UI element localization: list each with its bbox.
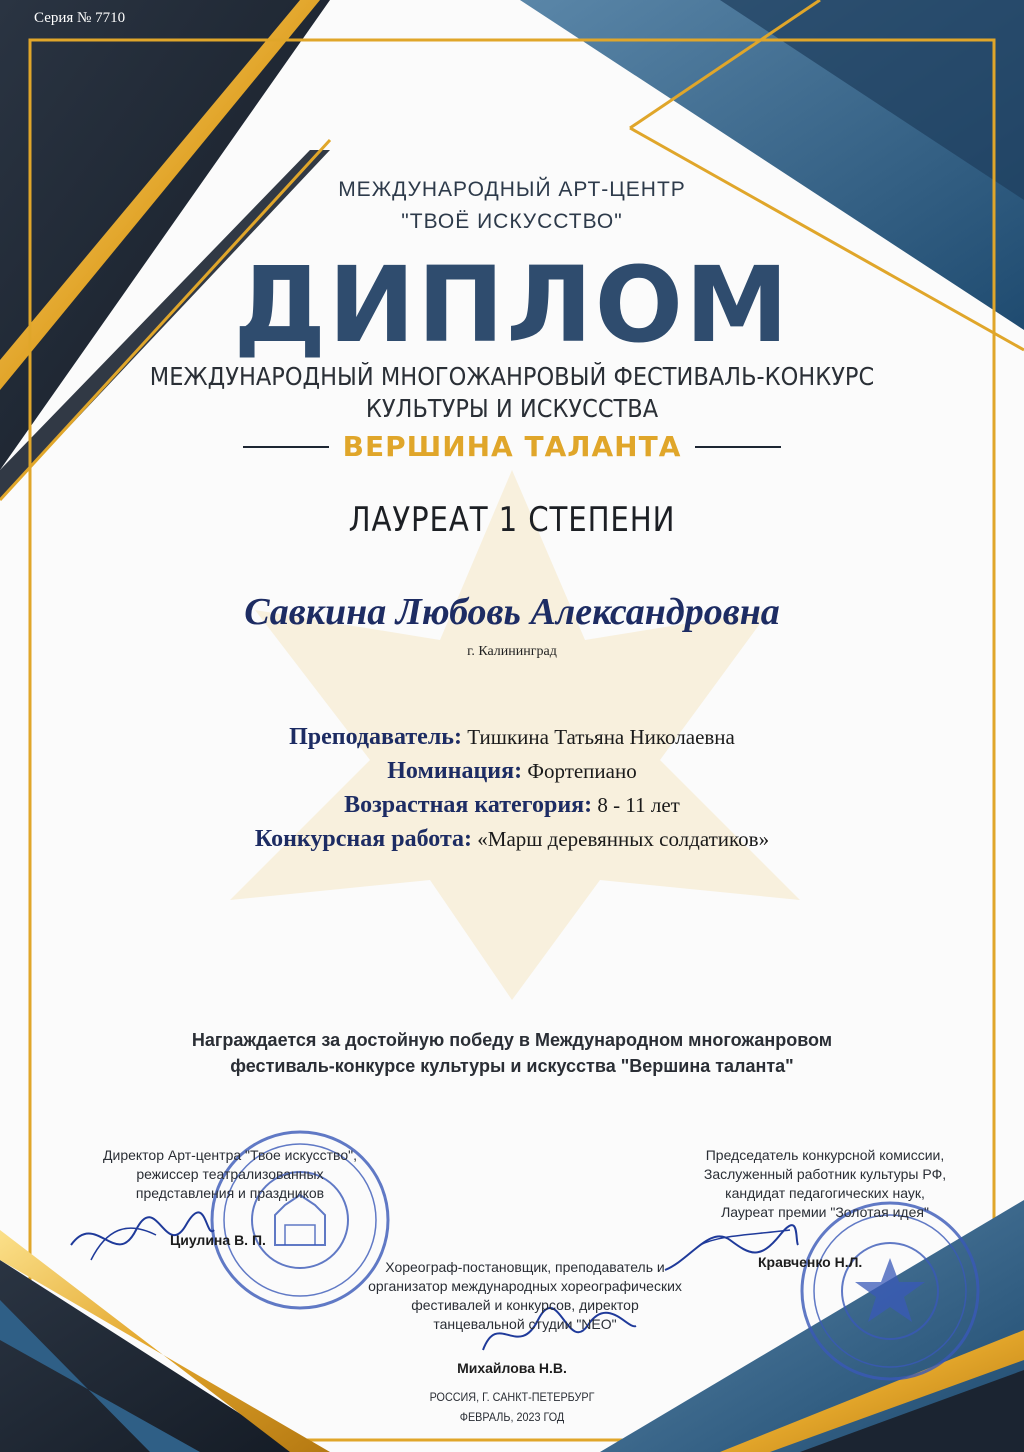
nomination-label: Номинация: xyxy=(387,758,523,784)
center-signatory-title xyxy=(320,1258,730,1334)
competition-work-value: «Марш деревянных солдатиков» xyxy=(477,827,770,851)
center-signatory-name: Михайлова Н.В. xyxy=(457,1360,567,1376)
center-signatory-line2: организатор международных хореографических xyxy=(368,1278,682,1294)
footer-location: РОССИЯ, Г. САНКТ-ПЕТЕРБУРГ xyxy=(429,1390,595,1404)
festival-title-line1: МЕЖДУНАРОДНЫЙ МНОГОЖАНРОВЫЙ ФЕСТИВАЛЬ-КОНКУРС xyxy=(149,362,875,391)
right-signatory-line4: Лауреат премии "Золотая идея" xyxy=(721,1204,929,1220)
participant-name: Савкина Любовь Александровна xyxy=(244,591,780,633)
left-signatory-line3: представления и праздников xyxy=(135,1185,325,1201)
competition-work-label: Конкурсная работа: xyxy=(254,826,473,852)
left-signatory-name: Циулина В. П. xyxy=(170,1232,266,1248)
left-divider xyxy=(243,446,329,448)
left-signatory-line2: режиссер театрализованных xyxy=(136,1166,324,1182)
contest-name-row xyxy=(0,430,1024,463)
center-signatory-line3: фестивалей и конкурсов, директор xyxy=(411,1297,639,1313)
award-text-line2: фестиваль-конкурсе культуры и искусства "Вершина таланта" xyxy=(230,1056,794,1076)
left-signatory-line1: Директор Арт-центра "Твое искусство", xyxy=(103,1147,357,1163)
right-signatory-line3: кандидат педагогических наук, xyxy=(725,1185,925,1201)
right-stamp-icon xyxy=(795,1196,985,1386)
right-divider xyxy=(695,446,781,448)
participant-city: г. Калининград xyxy=(467,644,557,659)
center-signatory-line1: Хореограф-постановщик, преподаватель и xyxy=(385,1259,665,1275)
center-signatory-line4: танцевальной студии "NEO" xyxy=(433,1316,617,1332)
organization-subtitle: "ТВОЁ ИСКУССТВО" xyxy=(401,210,623,233)
teacher-row xyxy=(0,724,1024,751)
right-signatory-title xyxy=(640,1146,1010,1222)
award-level: ЛАУРЕАТ 1 СТЕПЕНИ xyxy=(348,500,676,540)
award-text-line1: Награждается за достойную победу в Международном многожанровом xyxy=(191,1030,833,1050)
organization-name: МЕЖДУНАРОДНЫЙ АРТ-ЦЕНТР xyxy=(338,178,686,201)
age-category-value: 8 - 11 лет xyxy=(597,793,680,817)
age-category-row xyxy=(0,792,1024,819)
nomination-row xyxy=(0,758,1024,785)
footer-date: ФЕВРАЛЬ, 2023 ГОД xyxy=(459,1410,565,1424)
teacher-label: Преподаватель: xyxy=(289,724,462,750)
right-signatory-name: Кравченко Н.Л. xyxy=(758,1254,863,1270)
contest-name: ВЕРШИНА ТАЛАНТА xyxy=(342,430,682,463)
nomination-value: Фортепиано xyxy=(527,759,637,783)
age-category-label: Возрастная категория: xyxy=(344,792,593,818)
diploma-title: ДИПЛОМ xyxy=(233,244,791,366)
left-signatory-title xyxy=(40,1146,420,1203)
teacher-value: Тишкина Татьяна Николаевна xyxy=(467,725,735,749)
competition-work-row xyxy=(0,826,1024,853)
right-signatory-line1: Председатель конкурсной комиссии, xyxy=(705,1147,945,1163)
right-signatory-line2: Заслуженный работник культуры РФ, xyxy=(703,1166,947,1182)
festival-title-line2: КУЛЬТУРЫ И ИСКУССТВА xyxy=(365,394,659,423)
serial-number: Серия № 7710 xyxy=(34,10,126,26)
